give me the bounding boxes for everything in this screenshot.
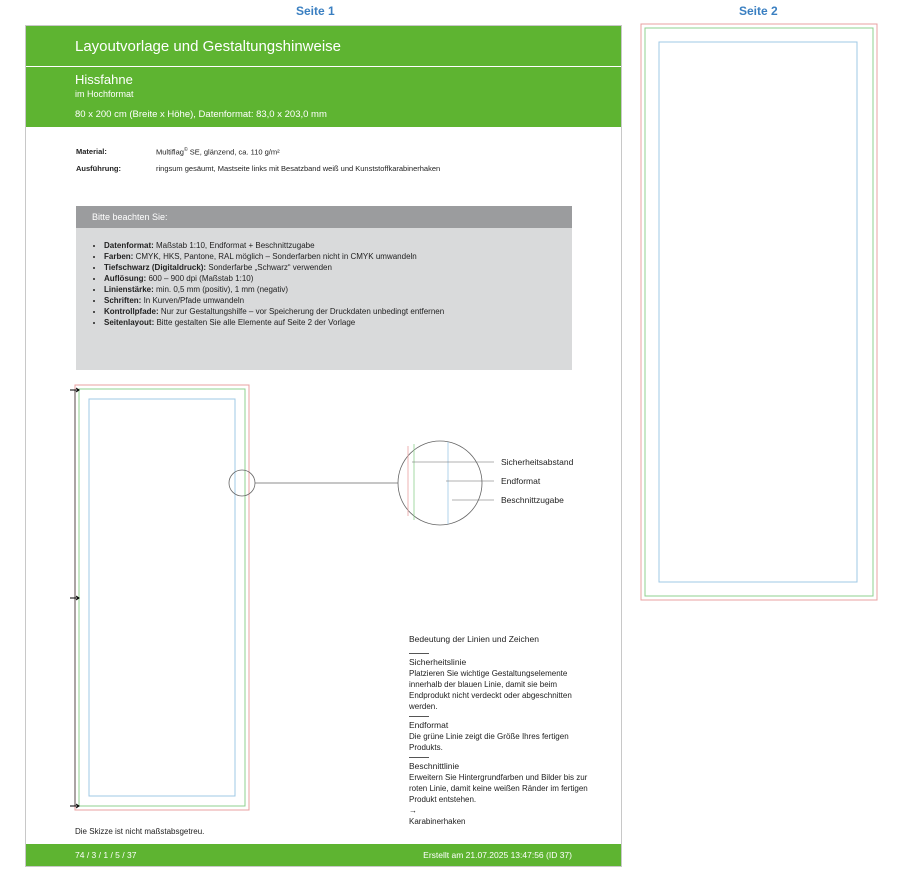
final-line xyxy=(79,389,245,806)
legend-title: Bedeutung der Linien und Zeichen xyxy=(409,634,539,644)
callout-bleed: Beschnittzugabe xyxy=(501,495,564,505)
safety-line xyxy=(89,399,235,796)
notice-item: • Farben: CMYK, HKS, Pantone, RAL möglich – Sonderfarben nicht in CMYK umwandeln xyxy=(104,251,572,262)
product-name: Hissfahne xyxy=(75,72,133,87)
detail-magnifier-icon xyxy=(398,441,482,525)
safety-title: Sicherheitslinie xyxy=(409,657,467,667)
page-2 xyxy=(640,23,880,603)
notice-item: • Linienstärke: min. 0,5 mm (positiv), 1 mm (negativ) xyxy=(104,284,572,295)
material-label: Material: xyxy=(76,147,107,156)
bleed-line xyxy=(75,385,249,810)
bleed-text: Erweitern Sie Hintergrundfarben und Bilder bis zur roten Linie, damit keine weißen Ränder im fertigen Produkt entstehen. xyxy=(409,773,588,804)
product-dimensions: 80 x 200 cm (Breite x Höhe), Datenformat: 83,0 x 203,0 mm xyxy=(75,109,327,120)
notice-item: • Tiefschwarz (Digitaldruck): Sonderfarbe „Schwarz“ verwenden xyxy=(104,262,572,273)
finish-value: ringsum gesäumt, Mastseite links mit Besatzband weiß und Kunststoffkarabinerhaken xyxy=(156,164,441,173)
callout-safety: Sicherheitsabstand xyxy=(501,457,574,467)
footer-code: 74 / 3 / 1 / 5 / 37 xyxy=(75,850,137,860)
notice-title: Bitte beachten Sie: xyxy=(76,206,572,228)
detail-marker-icon xyxy=(229,470,255,496)
scale-note: Die Skizze ist nicht maßstabsgetreu. xyxy=(75,827,205,836)
arrow-text: Karabinerhaken xyxy=(409,817,466,826)
material-value: Multiflag© SE, glänzend, ca. 110 g/m² xyxy=(156,147,280,157)
finish-label: Ausführung: xyxy=(76,164,121,173)
footer-created: Erstellt am 21.07.2025 13:47:56 (ID 37) xyxy=(423,850,572,860)
notice-item: • Auflösung: 600 – 900 dpi (Maßstab 1:10) xyxy=(104,273,572,284)
safety-text: Platzieren Sie wichtige Gestaltungselemente innerhalb der blauen Linie, damit sie beim Endprodukt nicht verdeckt oder abgeschnitten werden. xyxy=(409,669,572,711)
page-title: Layoutvorlage und Gestaltungshinweise xyxy=(75,38,342,55)
final-title: Endformat xyxy=(409,720,449,730)
arrow-icon: → xyxy=(409,806,417,815)
bleed-title: Beschnittlinie xyxy=(409,761,460,771)
page-1-label: Seite 1 xyxy=(296,4,335,18)
notice-item: • Datenformat: Maßstab 1:10, Endformat + Beschnittzugabe xyxy=(104,240,572,251)
notice-item: • Kontrollpfade: Nur zur Gestaltungshilfe – vor Speicherung der Druckdaten unbedingt entfernen xyxy=(104,306,572,317)
notice-item: • Schriften: In Kurven/Pfade umwandeln xyxy=(104,295,572,306)
callout-final: Endformat xyxy=(501,476,541,486)
product-orientation: im Hochformat xyxy=(75,89,134,99)
notice-item: • Seitenlayout: Bitte gestalten Sie alle Elemente auf Seite 2 der Vorlage xyxy=(104,317,572,328)
page-2-label: Seite 2 xyxy=(739,4,778,18)
final-text: Die grüne Linie zeigt die Größe Ihres fertigen Produkts. xyxy=(409,732,569,752)
page-2-bleed-line xyxy=(641,24,877,600)
